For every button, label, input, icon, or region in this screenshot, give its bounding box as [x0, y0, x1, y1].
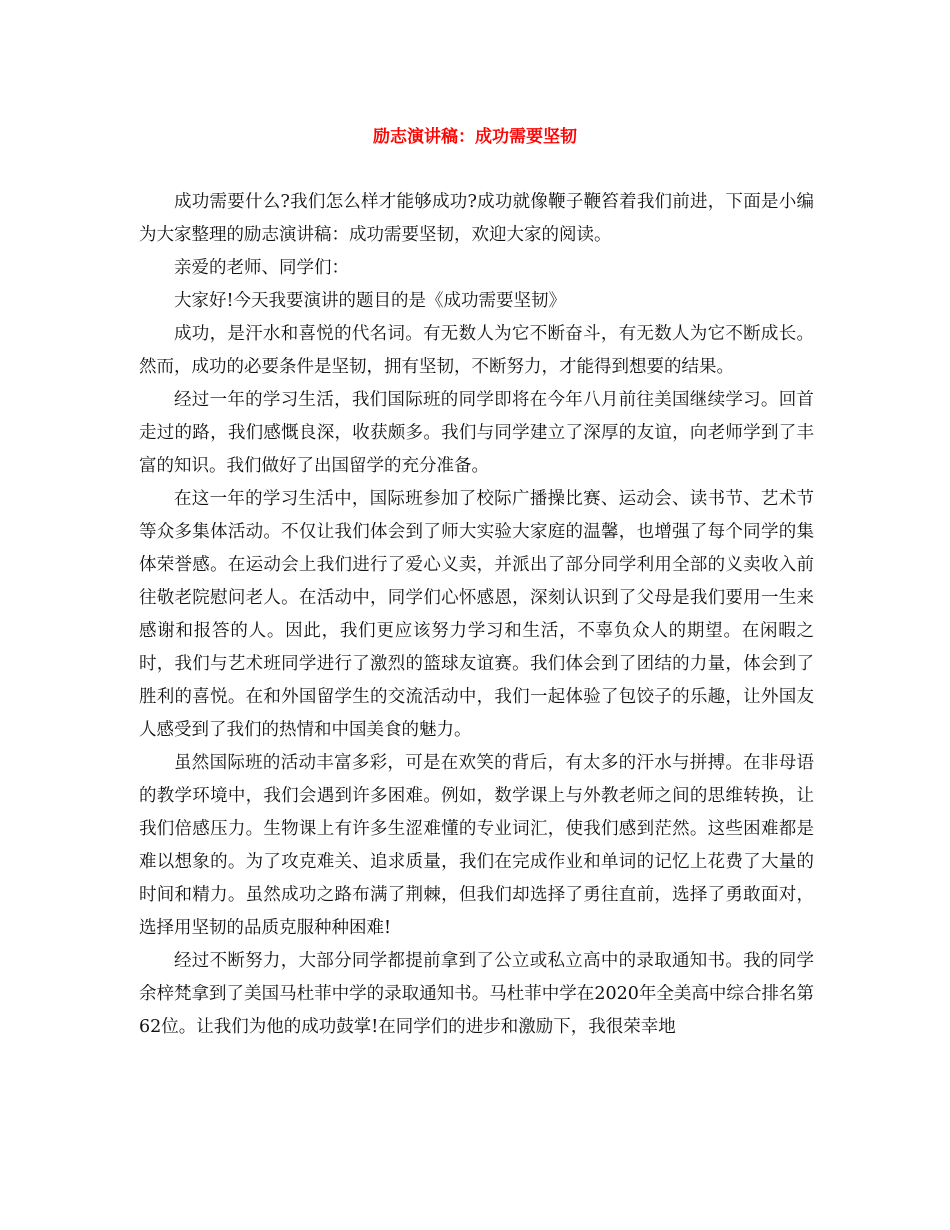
paragraph-activities: 在这一年的学习生活中，国际班参加了校际广播操比赛、运动会、读书节、艺术节等众多集体活动。不仅让我们体会到了师大实验大家庭的温馨，也增强了每个同学的集体荣誉感。在运动会上我们进行了爱心义卖，并派出了部分同学利用全部的义卖收入前往敬老院慰问老人。在活动中，同学们心怀感恩，深刻认识到了父母是我们要用一生来感谢和报答的人。因此，我们更应该努力学习和生活，不辜负众人的期望。在闲暇之时，我们与艺术班同学进行了激烈的篮球友谊赛。我们体会到了团结的力量，体会到了胜利的喜悦。在和外国留学生的交流活动中，我们一起体验了包饺子的乐趣，让外国友人感受到了我们的热情和中国美食的魅力。: [139, 489, 814, 740]
paragraph-success-definition: 成功，是汗水和喜悦的代名词。有无数人为它不断奋斗，有无数人为它不断成长。然而，成功的必要条件是坚韧，拥有坚韧，不断努力，才能得到想要的结果。: [139, 324, 814, 377]
paragraph-admissions: 经过不断努力，大部分同学都提前拿到了公立或私立高中的录取通知书。我的同学余梓梵拿到了美国马杜菲中学的录取通知书。马杜菲中学在2020年全美高中综合排名第62位。让我们为他的成功鼓掌!在同学们的进步和激励下，我很荣幸地: [139, 951, 814, 1037]
document-title: 励志演讲稿：成功需要坚韧: [373, 127, 577, 147]
paragraph-intro: 成功需要什么?我们怎么样才能够成功?成功就像鞭子鞭笞着我们前进，下面是小编为大家整理的励志演讲稿：成功需要坚韧，欢迎大家的阅读。: [139, 192, 814, 245]
paragraph-study-year: 经过一年的学习生活，我们国际班的同学即将在今年八月前往美国继续学习。回首走过的路，我们感慨良深，收获颇多。我们与同学建立了深厚的友谊，向老师学到了丰富的知识。我们做好了出国留学的充分准备。: [139, 390, 814, 476]
paragraph-salutation: 亲爱的老师、同学们：: [174, 258, 349, 278]
paragraph-greeting: 大家好!今天我要演讲的题目的是《成功需要坚韧》: [174, 291, 567, 311]
paragraph-difficulties: 虽然国际班的活动丰富多彩，可是在欢笑的背后，有太多的汗水与拼搏。在非母语的教学环境中，我们会遇到许多困难。例如，数学课上与外教老师之间的思维转换，让我们倍感压力。生物课上有许多生涩难懂的专业词汇，使我们感到茫然。这些困难都是难以想象的。为了攻克难关、追求质量，我们在完成作业和单词的记忆上花费了大量的时间和精力。虽然成功之路布满了荆棘，但我们却选择了勇往直前，选择了勇敢面对，选择用坚韧的品质克服种种困难!: [139, 753, 814, 938]
document-body: [139, 186, 814, 1044]
